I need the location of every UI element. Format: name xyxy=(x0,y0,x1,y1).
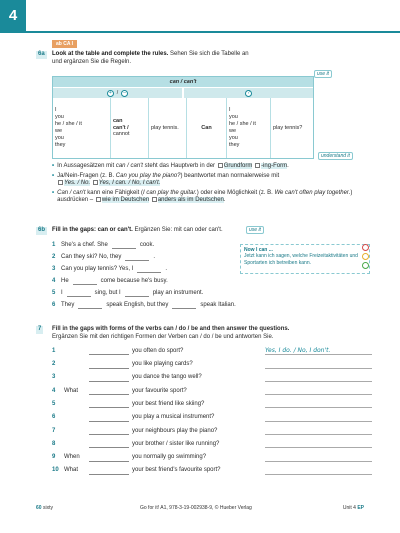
instr-6b-rest: Ergänzen Sie: mit can oder can't. xyxy=(132,227,223,233)
exercise-6b-items xyxy=(52,240,236,312)
item-text: I xyxy=(61,290,63,297)
rules-list xyxy=(52,163,362,207)
checkbox-grundform[interactable] xyxy=(218,163,223,168)
list-item xyxy=(52,252,236,264)
yellow-light-icon[interactable] xyxy=(362,253,369,260)
item-text: you often do sport? xyxy=(132,347,184,354)
can-label: can xyxy=(113,117,123,124)
item-number: 7 xyxy=(52,427,56,434)
exercise-6b-number: 6b xyxy=(38,227,46,233)
q-activity-column: play tennis? xyxy=(273,124,303,131)
green-light-icon[interactable] xyxy=(362,262,369,269)
red-light-icon[interactable] xyxy=(362,244,369,251)
rule-3 xyxy=(52,190,362,205)
item-number: 4 xyxy=(52,387,56,394)
pronoun: they xyxy=(229,141,240,148)
rule-italic: I can play the guitar. xyxy=(142,189,197,196)
now-i-can-text: Jetzt kann ich sagen, welche Freizeitaktivitäten und Sportarten ich betreiben kann. xyxy=(244,253,358,266)
self-assessment-lights xyxy=(362,244,369,269)
answer-gap[interactable] xyxy=(137,267,161,273)
exercise-6a-number: 6a xyxy=(38,51,45,57)
item-text: your brother / sister like running? xyxy=(132,440,220,447)
level-badge: ab CA I xyxy=(52,40,77,48)
item-text: your best friend's favourite sport? xyxy=(132,467,221,474)
item-text: your neighbours play the piano? xyxy=(132,427,218,434)
pronoun: you xyxy=(229,114,238,121)
pronoun: he / she / it xyxy=(55,121,82,128)
list-item xyxy=(52,396,372,409)
exercise-7-instruction-line2: Ergänzen Sie mit den richtigen Formen der Verben can / do / be und antworten Sie. xyxy=(52,334,274,340)
use-it-tag-6b: use it xyxy=(246,226,264,234)
rule-text: . xyxy=(223,197,226,204)
bullet-icon: • xyxy=(52,163,55,169)
item-pre: What xyxy=(64,467,79,474)
item-pre: What xyxy=(64,387,79,394)
pronoun: we xyxy=(55,128,63,134)
item-text: . xyxy=(165,266,168,273)
list-item xyxy=(52,383,372,396)
question-icon: ? xyxy=(245,90,252,97)
rule-2 xyxy=(52,173,362,188)
rule-italic: We can't often play together. xyxy=(274,189,351,196)
answer-gap[interactable] xyxy=(125,255,149,261)
page-word: sixty xyxy=(42,505,53,511)
q-can-column: Can xyxy=(187,98,227,158)
rule-italic: Can you play the piano? xyxy=(115,172,181,179)
verb-gap[interactable] xyxy=(89,415,129,422)
item-number: 6 xyxy=(52,302,56,309)
item-text: sing, but I xyxy=(94,290,121,297)
item-number: 1 xyxy=(52,242,56,249)
statement-header: + / – xyxy=(53,88,182,98)
list-item xyxy=(52,409,372,422)
now-i-can-title: Now I can ... xyxy=(244,247,273,253)
item-number: 10 xyxy=(52,467,59,474)
item-number: 1 xyxy=(52,347,56,354)
rule-text: ) ausdrücken – xyxy=(57,189,353,204)
exercise-6a-instruction-line2: und ergänzen Sie die Regeln. xyxy=(52,59,132,65)
option-grundform: Grundform xyxy=(223,163,253,170)
item-text: you play a musical instrument? xyxy=(132,414,215,421)
verb-gap[interactable] xyxy=(89,375,129,382)
table-body xyxy=(53,98,313,158)
minus-icon: – xyxy=(121,90,128,97)
bullet-icon: • xyxy=(52,189,55,196)
item-number: 5 xyxy=(52,290,56,297)
answer-gap[interactable] xyxy=(78,303,102,309)
list-item xyxy=(52,276,236,288)
item-pre: When xyxy=(64,454,80,461)
verb-gap[interactable] xyxy=(89,348,129,355)
exercise-6b-instruction xyxy=(52,227,223,235)
answer-line[interactable] xyxy=(265,361,372,369)
rule-text: . xyxy=(287,163,289,170)
item-text: They xyxy=(61,302,75,309)
list-item xyxy=(52,264,236,276)
list-item xyxy=(52,463,372,476)
item-text: you normally go swimming? xyxy=(132,454,207,461)
item-text: speak English, but they xyxy=(106,302,169,309)
verb-column xyxy=(111,98,149,158)
checkbox-ing[interactable] xyxy=(255,163,260,168)
table-subheader xyxy=(53,87,313,98)
page-number: 60 xyxy=(36,505,42,511)
pronoun: he / she / it xyxy=(229,121,256,128)
checkbox-wie[interactable] xyxy=(96,197,101,202)
cannot-label: cannot xyxy=(113,131,130,138)
item-text: He xyxy=(61,278,69,285)
item-number: 5 xyxy=(52,400,56,407)
answer-line[interactable] xyxy=(265,454,372,462)
list-item xyxy=(52,423,372,436)
item-text: come because he's busy. xyxy=(100,278,168,285)
answer-gap[interactable] xyxy=(73,279,97,285)
item-text: cook. xyxy=(139,242,155,249)
page-footer xyxy=(0,505,400,515)
item-text: your best friend like skiing? xyxy=(132,400,205,407)
footer-unit: Unit 4 xyxy=(342,505,356,511)
item-number: 2 xyxy=(52,254,56,261)
answer-line[interactable] xyxy=(265,400,372,408)
unit-number: 4 xyxy=(8,7,18,25)
verb-gap[interactable] xyxy=(89,362,129,369)
footer-right xyxy=(343,505,364,511)
pronoun: I xyxy=(229,107,231,114)
list-item xyxy=(52,356,372,369)
instr-6a-bold: Look at the table and complete the rules. xyxy=(52,51,169,57)
item-text: Can they ski? No, they xyxy=(61,254,122,261)
option-yes-no: Yes. / No. xyxy=(64,180,91,187)
header-bar xyxy=(26,31,400,33)
item-text: play an instrument. xyxy=(152,290,204,297)
checkbox-yes-no[interactable] xyxy=(58,180,63,185)
verb-gap[interactable] xyxy=(89,388,129,395)
rule-italic: can / can't xyxy=(115,163,143,170)
list-item xyxy=(52,449,372,462)
item-text: your favourite sport? xyxy=(132,387,187,394)
instr-6a-rest: Sehen Sie sich die Tabelle an xyxy=(168,51,249,57)
answer-line[interactable] xyxy=(265,387,372,395)
item-number: 9 xyxy=(52,454,56,461)
footer-credit: Go for it! A1, 978-3-19-002938-9, © Hueber Verlag xyxy=(140,505,252,511)
rule-text: steht das Hauptverb in der xyxy=(142,163,217,170)
item-number: 3 xyxy=(52,266,56,273)
option-yes-i-can: Yes, I can. / No, I can't. xyxy=(98,180,161,187)
exercise-6a-instruction xyxy=(52,51,249,59)
answer-line[interactable] xyxy=(265,427,372,435)
rule-text: Ja/Nein-Fragen (z. B. xyxy=(57,172,116,179)
list-item xyxy=(52,343,372,356)
list-item xyxy=(52,288,236,300)
item-text: . xyxy=(153,254,156,261)
option-anders: anders als im Deutschen xyxy=(157,197,224,204)
grammar-table xyxy=(52,76,314,159)
verb-gap[interactable] xyxy=(89,455,129,462)
verb-gap[interactable] xyxy=(89,428,129,435)
checkbox-yes-i-can[interactable] xyxy=(93,180,98,185)
pronoun: you xyxy=(55,134,64,141)
exercise-7-number: 7 xyxy=(38,326,42,332)
pronoun: they xyxy=(55,141,66,148)
cant-label: can't / xyxy=(113,124,129,131)
rule-text: In Aussagesätzen mit xyxy=(57,163,116,170)
answer-gap[interactable] xyxy=(112,243,136,249)
plus-icon: + xyxy=(107,90,114,97)
option-wie: wie im Deutschen xyxy=(101,197,150,204)
question-header xyxy=(182,88,313,98)
item-number: 8 xyxy=(52,440,56,447)
pronoun-column xyxy=(53,98,111,158)
rule-text: kann eine Fähigkeit ( xyxy=(85,189,143,196)
rule-italic: Can / can't xyxy=(57,189,86,196)
answer-line[interactable] xyxy=(265,374,372,382)
item-text: She's a chef. She xyxy=(61,242,108,249)
answer-gap[interactable] xyxy=(172,303,196,309)
now-i-can-box xyxy=(240,244,370,274)
item-number: 6 xyxy=(52,414,56,421)
item-text: Can you play tennis? Yes, I xyxy=(61,266,134,273)
pronoun: you xyxy=(229,134,238,141)
list-item xyxy=(52,436,372,449)
footer-left xyxy=(36,505,53,511)
item-number: 2 xyxy=(52,361,56,368)
verb-gap[interactable] xyxy=(89,401,129,408)
answer-line[interactable] xyxy=(265,440,372,448)
item-text: speak Italian. xyxy=(200,302,236,309)
use-it-tag: use it xyxy=(314,70,332,78)
unit-tab xyxy=(0,0,26,33)
instr-6b-bold: Fill in the gaps: can or can't. xyxy=(52,227,133,233)
rule-text: ) oder eine Möglichkeit (z. B. xyxy=(196,189,275,196)
bullet-icon: • xyxy=(52,172,55,179)
exercise-7-items xyxy=(52,343,372,476)
answer-line[interactable] xyxy=(265,414,372,422)
list-item xyxy=(52,240,236,252)
item-text: you like playing cards? xyxy=(132,361,193,368)
rule-text: ) beantwortet man normalerweise mit xyxy=(180,172,280,179)
answer-line[interactable]: Yes, I do. / No, I don't. xyxy=(265,347,372,355)
exercise-7-instruction: Fill in the gaps with forms of the verbs can / do / be and then answer the questions. xyxy=(52,326,290,332)
table-header: can / can't xyxy=(53,77,313,87)
pronoun: we xyxy=(229,128,237,134)
verb-gap[interactable] xyxy=(89,468,129,475)
option-ing: -ing-Form xyxy=(261,163,288,170)
pronoun: I xyxy=(55,107,57,114)
checkbox-anders[interactable] xyxy=(152,197,157,202)
item-text: you dance the tango well? xyxy=(132,374,202,381)
activity-column: play tennis. xyxy=(149,98,187,158)
verb-gap[interactable] xyxy=(89,441,129,448)
q-pronoun-column xyxy=(227,98,271,158)
list-item xyxy=(52,300,236,312)
answer-line[interactable] xyxy=(265,467,372,475)
rule-1 xyxy=(52,163,362,171)
list-item xyxy=(52,370,372,383)
pronoun: you xyxy=(55,114,64,121)
answer-gap[interactable] xyxy=(125,291,149,297)
answer-gap[interactable] xyxy=(67,291,91,297)
footer-ep: EP xyxy=(357,505,364,511)
item-number: 4 xyxy=(52,278,56,285)
understand-it-tag: understand it xyxy=(318,152,353,160)
item-number: 3 xyxy=(52,374,56,381)
